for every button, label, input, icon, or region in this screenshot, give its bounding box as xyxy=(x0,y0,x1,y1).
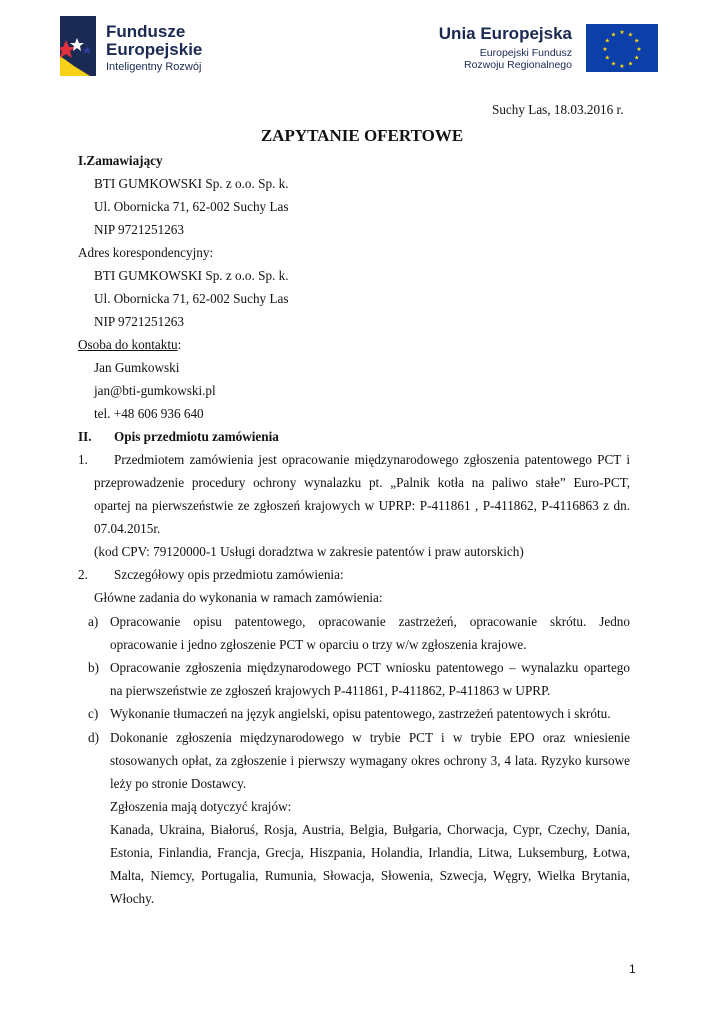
svg-text:★: ★ xyxy=(602,46,608,53)
subitem-b-line2: na pierwszeństwie ze zgłoszeń krajowych P-411861, P-411862, P-411863 w UPRP. xyxy=(110,683,551,698)
ue-logo-line2: Europejski Fundusz xyxy=(479,47,572,59)
subitem-b-letter: b) xyxy=(88,660,99,675)
subitem-c-letter: c) xyxy=(88,706,99,721)
svg-text:★: ★ xyxy=(634,37,640,45)
subitem-c-line1: Wykonanie tłumaczeń na język angielski, opisu patentowego, zastrzeżeń patentowych i skrótu. xyxy=(110,706,611,721)
item2-text: Szczegółowy opis przedmiotu zamówienia: xyxy=(114,567,344,582)
svg-text:★: ★ xyxy=(610,60,617,68)
eu-flag-icon xyxy=(586,24,658,72)
fe-logo-line3: Inteligentny Rozwój xyxy=(106,61,202,73)
fe-logo-line1: Fundusze xyxy=(106,22,186,41)
contact-label-colon: : xyxy=(177,337,182,352)
item1-number: 1. xyxy=(78,452,88,467)
countries-line1: Kanada, Ukraina, Białoruś, Rosja, Austria, Belgia, Bułgaria, Chorwacja, Cypr, Czechy, Dania, xyxy=(110,822,630,837)
svg-text:★: ★ xyxy=(636,46,642,53)
item2-number: 2. xyxy=(78,567,88,582)
company-name: BTI GUMKOWSKI Sp. z o.o. Sp. k. xyxy=(94,176,289,191)
svg-text:★: ★ xyxy=(604,37,610,45)
svg-text:★: ★ xyxy=(619,63,625,70)
subitem-d-line1: Dokonanie zgłoszenia międzynarodowego w trybie PCT i w trybie EPO oraz wniesienie xyxy=(110,730,630,745)
item1-line2: przeprowadzenie procedury ochrony wynalazku pt. „Palnik kotła na paliwo stałe” Euro-PCT, xyxy=(94,475,630,490)
subitem-a-line2: opracowanie i jedno zgłoszenie PCT w oparciu o trzy w/w zgłoszenia krajowe. xyxy=(110,637,527,652)
subitem-b-line1: Opracowanie zgłoszenia międzynarodowego PCT wniosku patentowego – wynalazku opartego xyxy=(110,660,630,675)
item1-line3: opartej na pierwszeństwie ze zgłoszeń krajowych w UPRP: P-411861 , P-411862, P-4116863 z dn. xyxy=(94,498,630,513)
fe-logo xyxy=(60,14,220,78)
contact-name: Jan Gumkowski xyxy=(94,360,180,375)
item2-intro: Główne zadania do wykonania w ramach zamówienia: xyxy=(94,590,383,605)
subitem-d-line2: stosowanych opłat, za zgłoszenie i pierwszy wymagany okres ochrony 3, 4 lata. Ryzyko kursowe xyxy=(110,753,630,768)
ue-logo xyxy=(430,20,662,76)
svg-text:★: ★ xyxy=(619,29,625,36)
ue-logo-line1: Unia Europejska xyxy=(438,24,572,43)
document-date: Suchy Las, 18.03.2016 r. xyxy=(492,102,624,117)
contact-email[interactable]: jan@bti-gumkowski.pl xyxy=(94,383,216,398)
contact-phone: tel. +48 606 936 640 xyxy=(94,406,204,421)
subitem-a-line1: Opracowanie opisu patentowego, opracowanie zastrzeżeń, opracowanie skrótu. Jedno xyxy=(110,614,630,629)
countries-label: Zgłoszenia mają dotyczyć krajów: xyxy=(110,799,292,814)
section2-number: II. xyxy=(78,429,92,444)
subitem-a-letter: a) xyxy=(88,614,99,629)
svg-text:★: ★ xyxy=(604,54,610,62)
corr-company-name: BTI GUMKOWSKI Sp. z o.o. Sp. k. xyxy=(94,268,289,283)
svg-text:★: ★ xyxy=(610,31,617,39)
item1-cpv: (kod CPV: 79120000-1 Usługi doradztwa w zakresie patentów i praw autorskich) xyxy=(94,544,524,559)
countries-line4: Włochy. xyxy=(110,891,155,906)
contact-label-row xyxy=(78,337,181,353)
ue-logo-line3: Rozwoju Regionalnego xyxy=(464,59,572,71)
fe-logo-mark-icon xyxy=(60,16,96,76)
company-address: Ul. Obornicka 71, 62-002 Suchy Las xyxy=(94,199,289,214)
section2-heading: Opis przedmiotu zamówienia xyxy=(114,429,279,444)
correspondence-label: Adres korespondencyjny: xyxy=(78,245,214,260)
section1-heading: I.Zamawiający xyxy=(78,153,163,168)
document-title: ZAPYTANIE OFERTOWE xyxy=(260,126,464,145)
corr-company-nip: NIP 9721251263 xyxy=(94,314,184,329)
page-number: 1 xyxy=(629,962,636,976)
corr-company-address: Ul. Obornicka 71, 62-002 Suchy Las xyxy=(94,291,289,306)
fe-logo-line2: Europejskie xyxy=(106,40,203,59)
subitem-d-line3: leży po stronie Dostawcy. xyxy=(110,776,247,791)
item1-line4: 07.04.2015r. xyxy=(94,521,161,536)
svg-text:★: ★ xyxy=(634,54,640,62)
company-nip: NIP 9721251263 xyxy=(94,222,184,237)
countries-line2: Estonia, Finlandia, Francja, Grecja, Hiszpania, Holandia, Irlandia, Litwa, Luksemburg, Łotwa, xyxy=(110,845,630,860)
item1-line1: Przedmiotem zamówienia jest opracowanie międzynarodowego zgłoszenia patentowego PCT i xyxy=(114,452,630,467)
svg-text:★: ★ xyxy=(627,60,634,68)
subitem-d-letter: d) xyxy=(88,730,99,745)
svg-text:★: ★ xyxy=(627,31,634,39)
contact-label: Osoba do kontaktu xyxy=(78,337,178,352)
countries-line3: Malta, Niemcy, Portugalia, Rumunia, Słowacja, Słowenia, Szwecja, Węgry, Wielka Brytania, xyxy=(110,868,630,883)
